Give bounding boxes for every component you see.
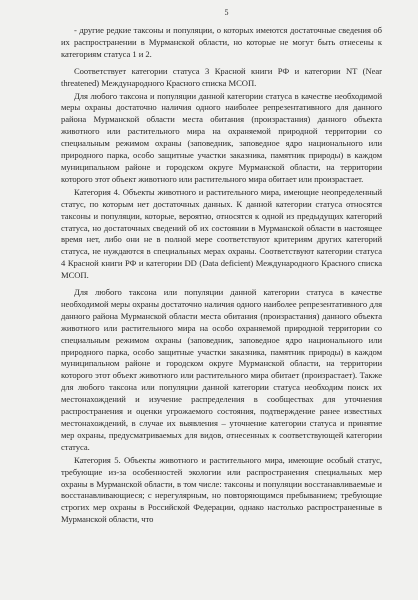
paragraph-category-4-protection: Для любого таксона или популяции данной категории статуса в качестве необходимой меры охраны достаточно наличия одного наиболее репрезентативного для данного района Мурманской области места обитания (произрастания) данного объекта животного или растительного мира на особо охраняемой природной территории со специальным режимом охраны (заповедник, заповедное ядро национального или природного парка, особо защитные участки заказника, памятник природы) в каждом муниципальном районе и городском округе Мурманской области, на территории которого этот объект животного или растительного мира обитает (произрастает). Также для любого таксона или популяции данной категории статуса необходим поиск их местонахождений и изучение распределения в сообществах для уточнения распространения и оценки угрожаемого состояния, подтверждение ранее известных местонахождений, в случае их выявления – уточнение категории статуса и принятие мер охраны, предусматриваемых для видов, отнесенных к соответствующей категории статуса.	[61, 287, 382, 452]
paragraph-category-3-correspondence: Соответствует категории статуса 3 Красной книги РФ и категории NT (Near threatened) Международного Красного списка МСОП.	[61, 65, 382, 88]
paragraph-other-rare-taxa: - другие редкие таксоны и популяции, о которых имеются достаточные сведения об их распространении в Мурманской области, но которые не могут быть отнесены к категориям статуса 1 и 2.	[61, 25, 382, 59]
paragraph-category-4-definition: Категория 4. Объекты животного и растительного мира, имеющие неопределенный статус, по которым нет достаточных данных. К данной категории статуса относятся таксоны и популяции, которые, вероятно, относятся к одной из предыдущих категорий статуса, но достаточных сведений об их состоянии в Мурманской области в настоящее время нет, либо они не в полной мере соответствуют критериям других категорий статуса, не нуждаются в специальных мерах охраны. Соответствуют категории статуса 4 Красной книги РФ и категории DD (Data deficient) Международного Красного списка МСОП.	[61, 186, 382, 281]
paragraph-category-5-definition: Категория 5. Объекты животного и растительного мира, имеющие особый статус, требующие из-за особенностей экологии или распространения специальных мер охраны в Мурманской области, в том числе: таксоны и популяции восстанавливаемые и восстанавливающиеся; с нерегулярным, но повторяющимся пребыванием; требующие строгих мер охраны в Российской Федерации, однако настолько распространенные в Мурманской области, что	[61, 454, 382, 525]
page-number: 5	[224, 8, 229, 17]
paragraph-category-3-protection: Для любого таксона и популяции данной категории статуса в качестве необходимой меры охраны достаточно наличия одного наиболее репрезентативного для данного района Мурманской области места обитания (произрастания) данного объекта животного или растительного мира на охраняемой природной территории со специальным режимом охраны (заповедник, заповедное ядро национального или природного парка, особо защитные участки заказника, памятник природы) в каждом муниципальном районе и городском округе Мурманской области, на территории которого этот объект животного или растительного мира обитает или произрастает.	[61, 90, 382, 184]
